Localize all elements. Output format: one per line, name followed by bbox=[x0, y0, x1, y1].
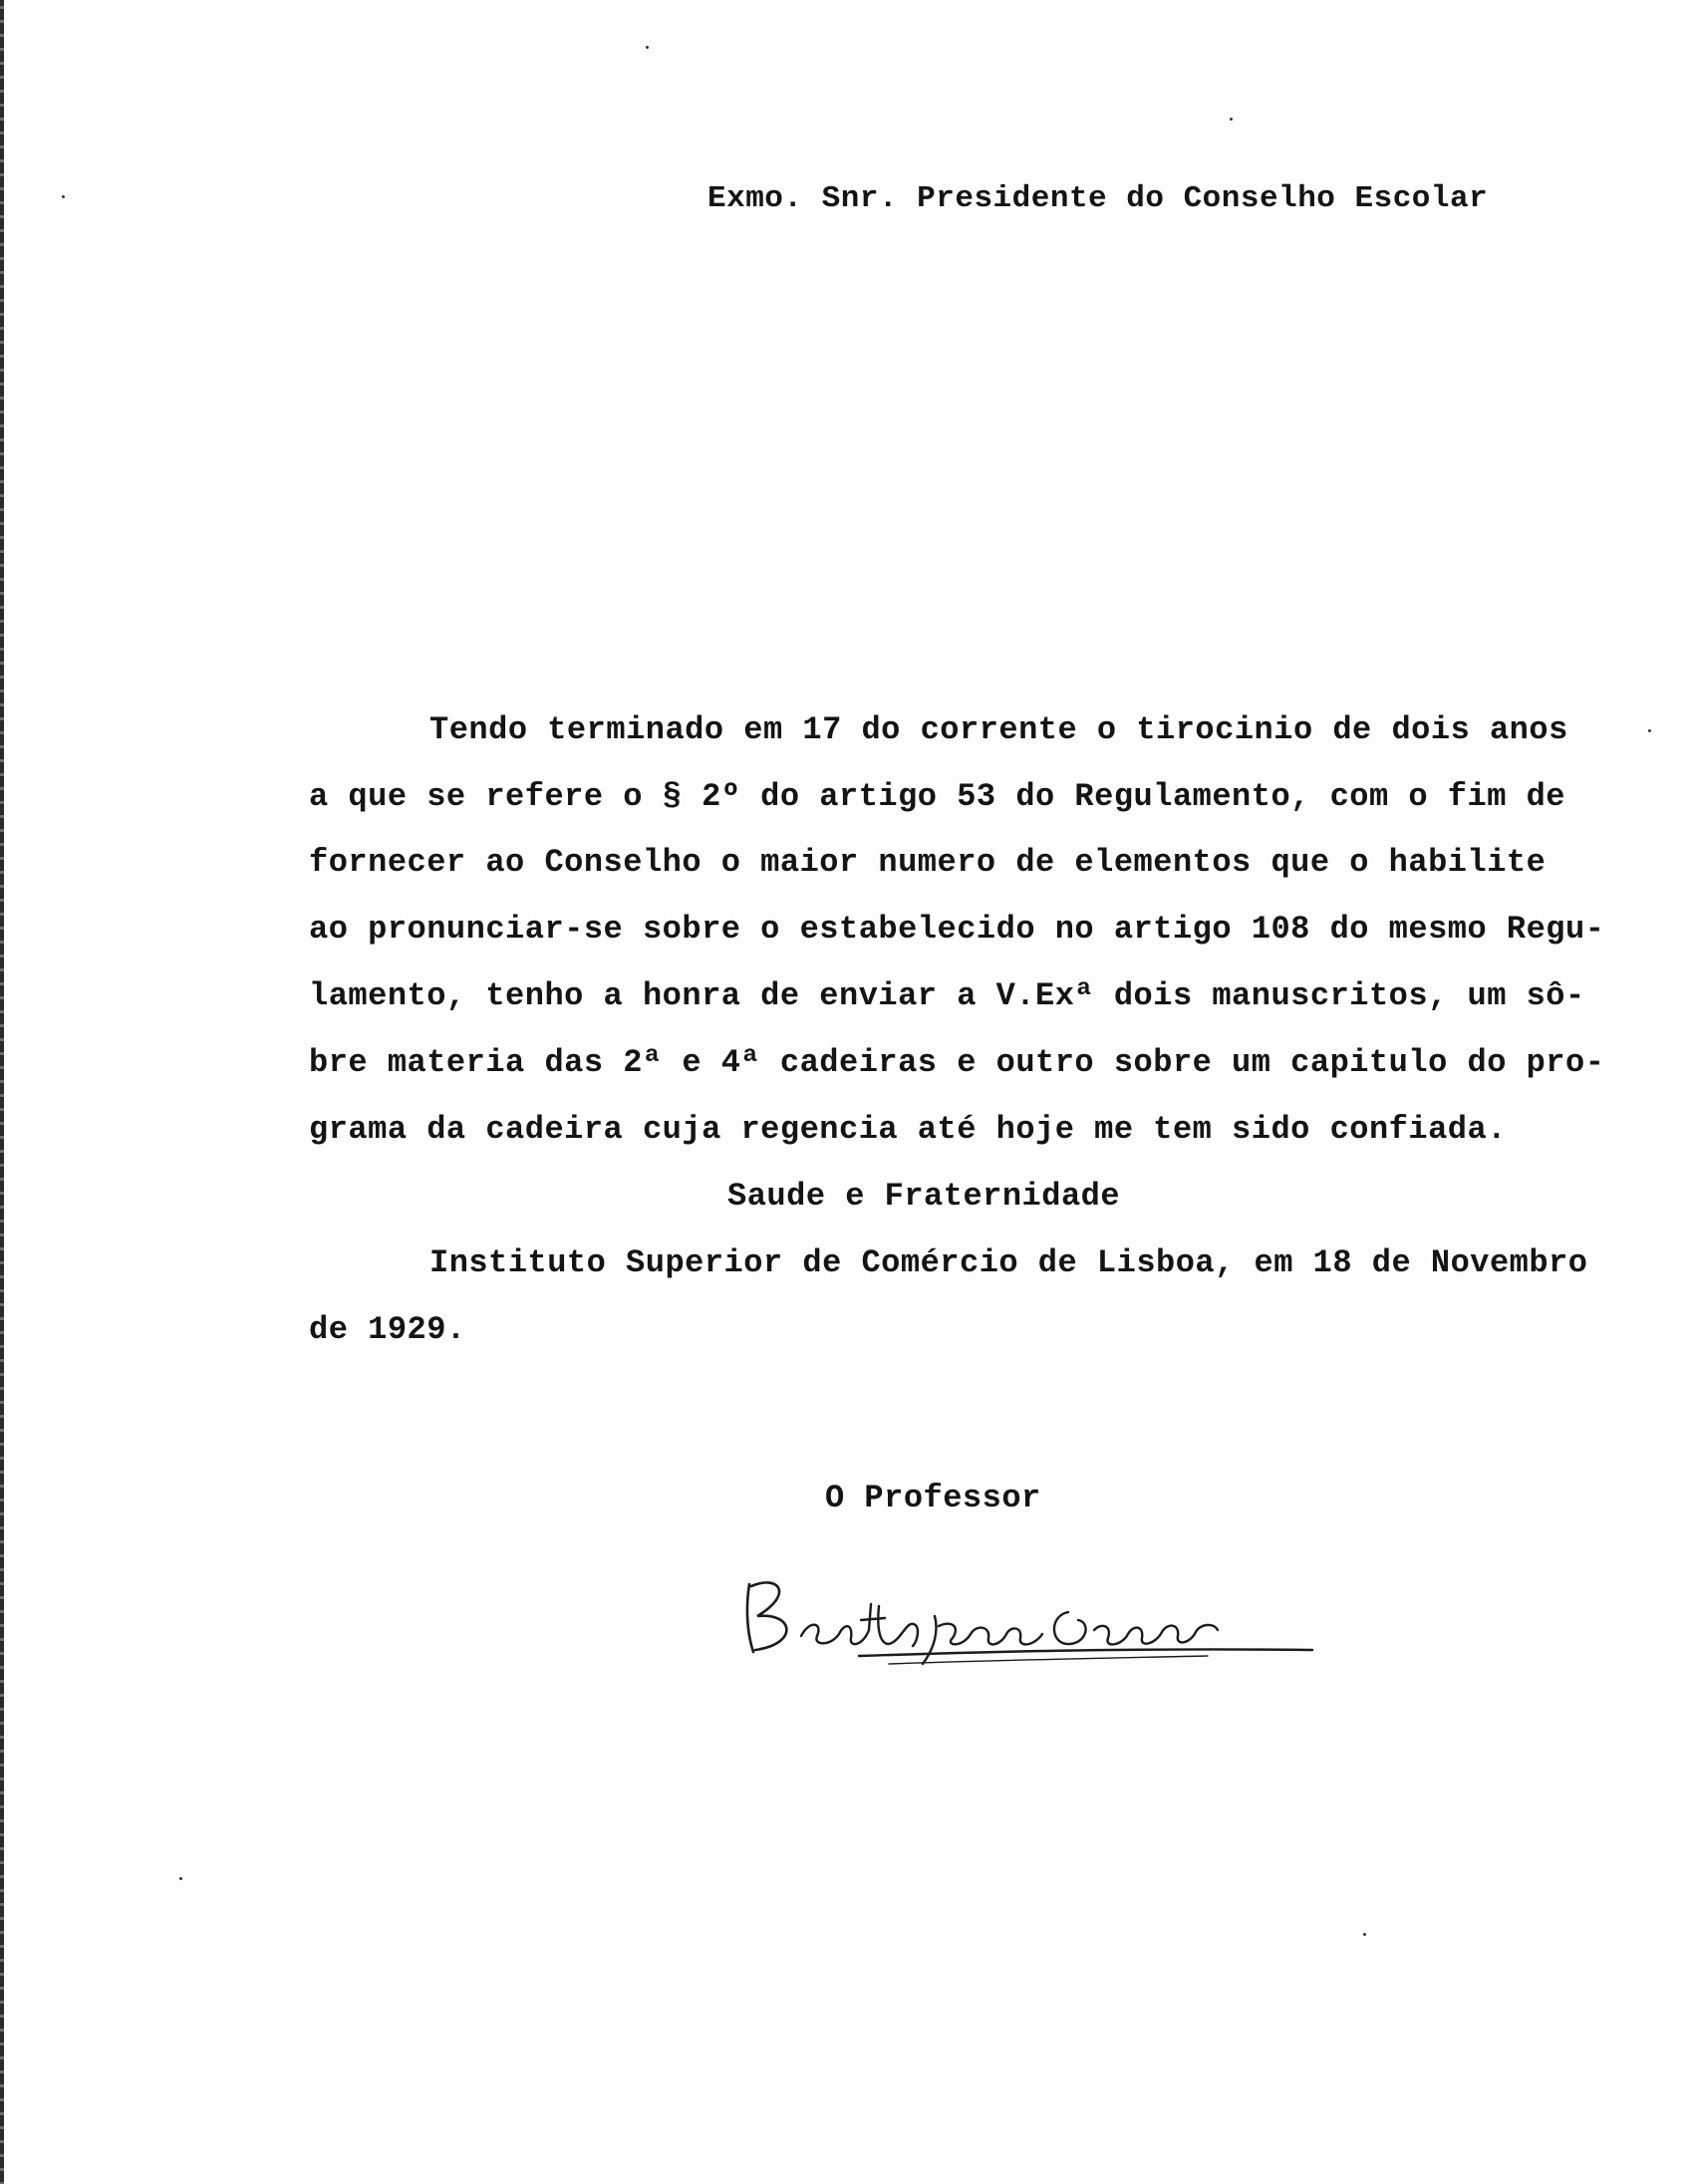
scan-speck bbox=[62, 195, 65, 198]
body-line-6: bre materia das 2ª e 4ª cadeiras e outro sobre um capitulo do pro- bbox=[309, 1044, 1605, 1081]
scan-speck bbox=[646, 46, 649, 49]
scan-speck bbox=[179, 1877, 182, 1880]
scan-edge bbox=[0, 0, 4, 2184]
signoff: O Professor bbox=[825, 1480, 1041, 1516]
scan-speck bbox=[1230, 118, 1233, 121]
closing-line-1: Instituto Superior de Comércio de Lisboa, em 18 de Novembro bbox=[429, 1244, 1588, 1281]
salutation: Saude e Fraternidade bbox=[727, 1178, 1121, 1215]
scan-speck bbox=[1648, 729, 1651, 732]
body-line-1: Tendo terminado em 17 do corrente o tirocinio de dois anos bbox=[429, 711, 1568, 748]
body-line-5: lamento, tenho a honra de enviar a V.Exª dois manuscritos, um sô- bbox=[309, 977, 1585, 1014]
body-line-2: a que se refere o § 2º do artigo 53 do Regulamento, com o fim de bbox=[309, 778, 1565, 815]
handwritten-signature bbox=[739, 1564, 1317, 1674]
body-line-4: ao pronunciar-se sobre o estabelecido no artigo 108 do mesmo Regu- bbox=[309, 911, 1605, 948]
closing-line-2: de 1929. bbox=[309, 1311, 466, 1348]
body-line-7: grama da cadeira cuja regencia até hoje me tem sido confiada. bbox=[309, 1111, 1507, 1148]
addressee: Exmo. Snr. Presidente do Conselho Escolar bbox=[707, 181, 1489, 216]
body-line-3: fornecer ao Conselho o maior numero de elementos que o habilite bbox=[309, 844, 1547, 881]
scan-speck bbox=[1363, 1933, 1366, 1936]
